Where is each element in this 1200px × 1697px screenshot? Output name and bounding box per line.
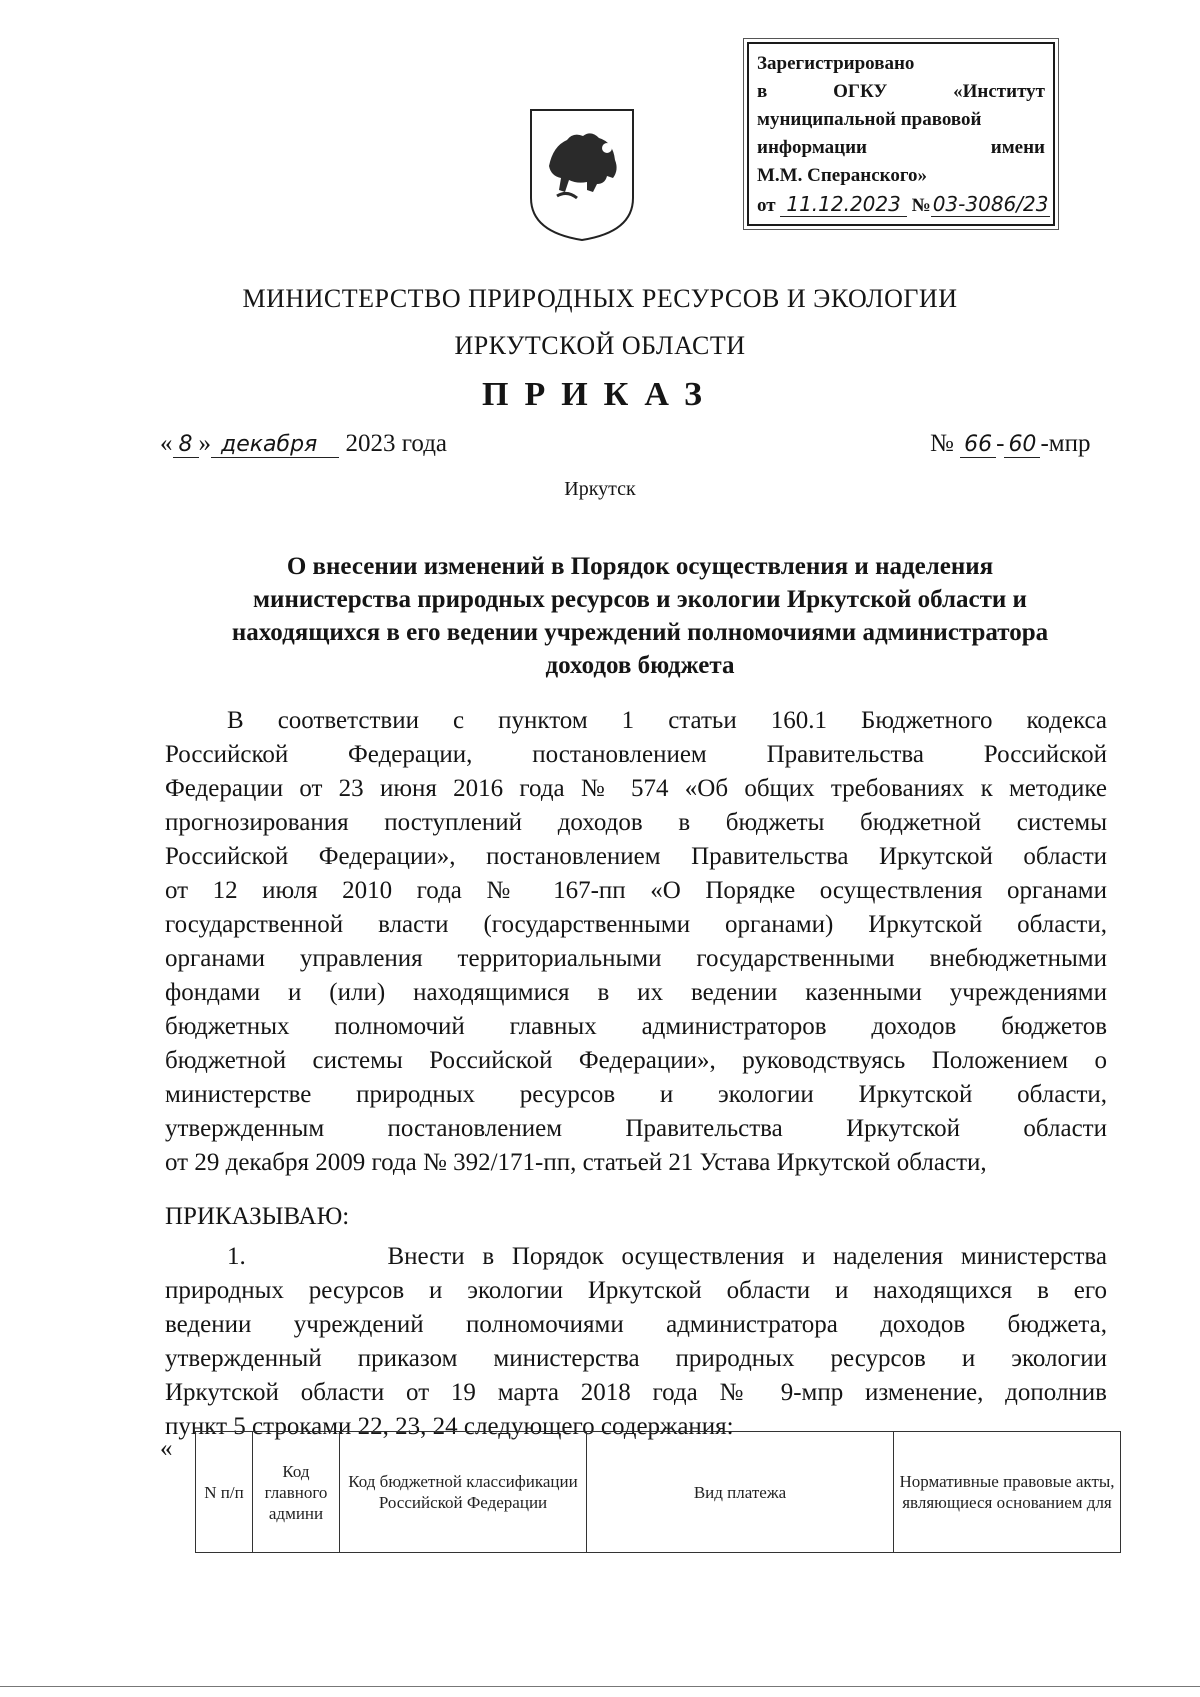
title-line: находящихся в его ведении учреждений полномочиями администратора xyxy=(231,619,1049,646)
paragraph-line: Федерации от 23 июня 2016 года № 574 «Об общих требованиях к методике xyxy=(165,775,1107,802)
column-header-payment-type: Вид платежа xyxy=(587,1432,894,1553)
stamp-word: в xyxy=(757,81,768,102)
paragraph-line: пункт 5 строками 22, 23, 24 следующего содержания: xyxy=(165,1413,734,1440)
paragraph-line: фондами и (или) находящимися в их ведении казенными учреждениями xyxy=(165,979,1107,1006)
number-prefix: № xyxy=(930,430,954,457)
stamp-word: ОГКУ xyxy=(833,81,888,102)
number-part-1-handwritten: 66 xyxy=(960,432,996,458)
paragraph-line: природных ресурсов и экологии Иркутской области и находящихся в его xyxy=(165,1277,1107,1304)
registration-stamp xyxy=(747,42,1055,226)
order-number xyxy=(930,430,1090,458)
date-quote-close: » xyxy=(198,430,211,457)
title-line: доходов бюджета xyxy=(545,652,735,679)
city-name: Иркутск xyxy=(564,478,636,500)
order-directive-word: ПРИКАЗЫВАЮ: xyxy=(165,1203,350,1230)
title-line: министерства природных ресурсов и экологии Иркутской области и xyxy=(253,586,1027,613)
title-line: О внесении изменений в Порядок осуществления и наделения xyxy=(286,553,994,580)
order-date xyxy=(160,430,447,458)
stamp-line: Зарегистрировано xyxy=(757,53,915,74)
paragraph-line: от 12 июля 2010 года № 167-пп «О Порядке осуществления органами xyxy=(165,877,1107,904)
column-header-budget-classification-code: Код бюджетной классификации Российской Федерации xyxy=(340,1432,587,1553)
paragraph-line: государственной власти (государственными органами) Иркутской области, xyxy=(165,911,1107,938)
document-title xyxy=(160,550,1120,682)
page-bottom-rule xyxy=(0,1686,1200,1687)
paragraph-line: утвержденным постановлением Правительства Иркутской области xyxy=(165,1115,1107,1142)
date-day-handwritten: 8 xyxy=(173,432,199,458)
revenue-codes-table xyxy=(195,1431,1121,1553)
stamp-handwritten-date: 11.12.2023 xyxy=(780,192,907,217)
stamp-line xyxy=(757,190,1049,220)
ministry-name-line-1: МИНИСТЕРСТВО ПРИРОДНЫХ РЕСУРСОВ И ЭКОЛОГИИ xyxy=(242,284,958,313)
stamp-word: информации xyxy=(757,137,867,158)
stamp-line xyxy=(757,78,1045,106)
stamp-line: муниципальной правовой xyxy=(757,109,982,130)
date-quote-open: « xyxy=(160,430,173,457)
number-part-2-handwritten: 60 xyxy=(1004,432,1040,458)
stamp-line: М.М. Сперанского» xyxy=(757,165,928,186)
date-month-handwritten: декабря xyxy=(211,432,339,458)
paragraph-line: министерстве природных ресурсов и экологии Иркутской области, xyxy=(165,1081,1107,1108)
paragraph-line: Российской Федерации, постановлением Правительства Российской xyxy=(165,741,1107,768)
number-dash: - xyxy=(996,430,1005,457)
order-item-1 xyxy=(165,1240,1107,1444)
stamp-handwritten-number: 03-3086/23 xyxy=(932,192,1049,216)
ministry-name-line-2: ИРКУТСКОЙ ОБЛАСТИ xyxy=(454,331,746,360)
column-header-number: N п/п xyxy=(196,1432,253,1553)
paragraph-line: органами управления территориальными государственными внебюджетными xyxy=(165,945,1107,972)
paragraph-line: В соответствии с пунктом 1 статьи 160.1 Бюджетного кодекса xyxy=(227,707,1107,734)
paragraph-line: ведении учреждений полномочиями администратора доходов бюджета, xyxy=(165,1311,1107,1338)
paragraph-line: Иркутской области от 19 марта 2018 года № 9-мпр изменение, дополнив xyxy=(165,1379,1107,1406)
paragraph-line: бюджетной системы Российской Федерации», руководствуясь Положением о xyxy=(165,1047,1107,1074)
stamp-word: «Институт xyxy=(953,81,1045,102)
preamble-paragraph xyxy=(165,704,1107,1180)
column-header-legal-acts: Нормативные правовые акты, являющиеся основанием для xyxy=(894,1432,1121,1553)
stamp-line xyxy=(757,134,1045,162)
stamp-word: имени xyxy=(990,137,1045,158)
paragraph-line: от 29 декабря 2009 года № 392/171-пп, статьей 21 Устава Иркутской области, xyxy=(165,1149,987,1176)
date-year: 2023 года xyxy=(345,430,448,457)
paragraph-line: прогнозирования поступлений доходов в бюджеты бюджетной системы xyxy=(165,809,1107,836)
paragraph-line: 1. Внести в Порядок осуществления и наделения министерства xyxy=(227,1243,1107,1270)
document-type-heading: ПРИКАЗ xyxy=(482,376,718,413)
table-header-row xyxy=(196,1432,1121,1553)
paragraph-line: Российской Федерации», постановлением Правительства Иркутской области xyxy=(165,843,1107,870)
paragraph-line: бюджетных полномочий главных администраторов доходов бюджетов xyxy=(165,1013,1107,1040)
table-quote-open: « xyxy=(160,1435,173,1462)
column-header-admin-code: Код главного админи xyxy=(253,1432,340,1553)
number-suffix: -мпр xyxy=(1040,430,1091,457)
paragraph-line: утвержденный приказом министерства природных ресурсов и экологии xyxy=(165,1345,1107,1372)
stamp-from-label: от xyxy=(757,195,776,216)
coat-of-arms-icon xyxy=(527,106,637,244)
stamp-number-label: № xyxy=(911,195,931,216)
